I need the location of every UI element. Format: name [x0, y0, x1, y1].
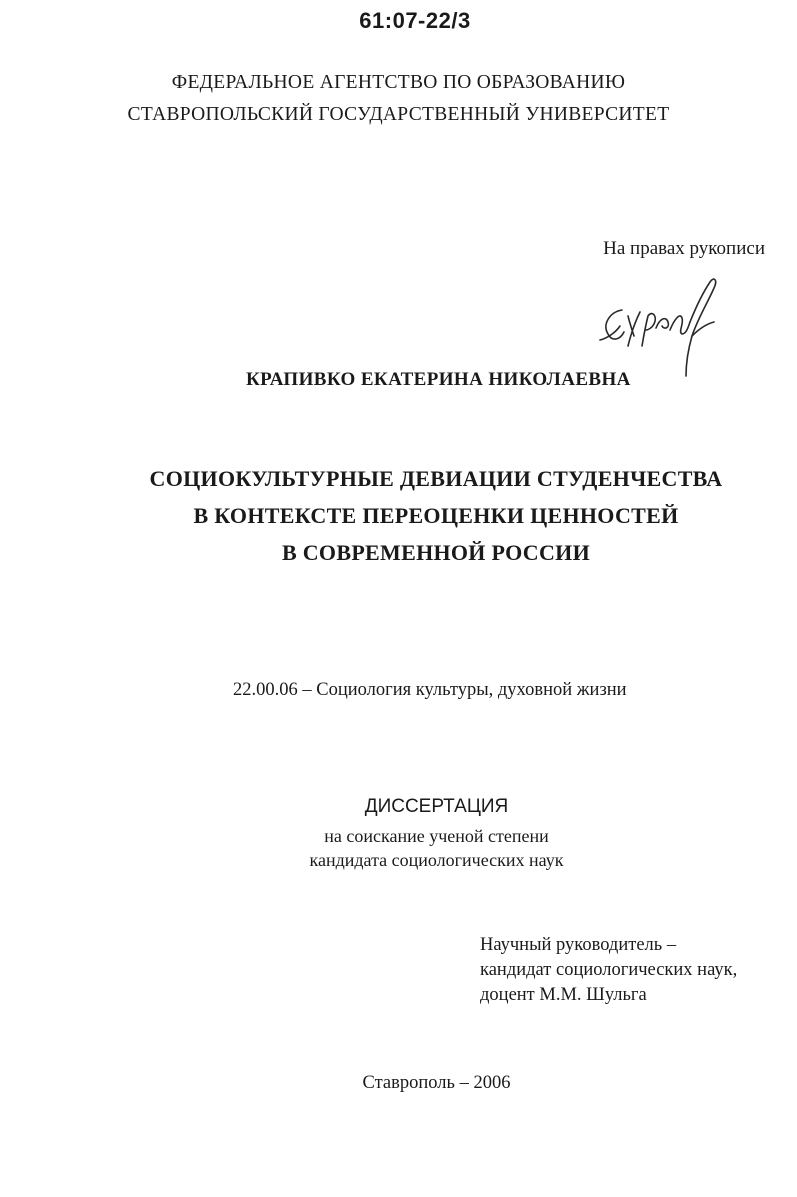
agency-name: ФЕДЕРАЛЬНОЕ АГЕНТСТВО ПО ОБРАЗОВАНИЮ [171, 72, 626, 93]
supervisor-line: Научный руководитель – [480, 935, 677, 955]
dissertation-title-line: В КОНТЕКСТЕ ПЕРЕОЦЕНКИ ЦЕННОСТЕЙ [193, 503, 679, 528]
author-name: КРАПИВКО ЕКАТЕРИНА НИКОЛАЕВНА [246, 369, 631, 390]
degree-line: кандидата социологических наук [309, 850, 564, 870]
specialty-code: 22.00.06 – Социология культуры, духовной жизни [233, 680, 627, 700]
university-name: СТАВРОПОЛЬСКИЙ ГОСУДАРСТВЕННЫЙ УНИВЕРСИТЕТ [127, 104, 670, 125]
degree-line: на соискание ученой степени [324, 826, 549, 846]
dissertation-title-line: В СОВРЕМЕННОЙ РОССИИ [281, 540, 591, 565]
signature-icon [590, 272, 730, 382]
manuscript-note: На правах рукописи [603, 238, 765, 259]
supervisor-line: кандидат социологических наук, [480, 960, 738, 980]
city-year: Ставрополь – 2006 [362, 1073, 511, 1093]
catalog-code: 61:07-22/3 [359, 8, 471, 33]
dissertation-title-line: СОЦИОКУЛЬТУРНЫЕ ДЕВИАЦИИ СТУДЕНЧЕСТВА [149, 466, 723, 491]
supervisor-line: доцент М.М. Шульга [480, 985, 647, 1005]
document-type: ДИССЕРТАЦИЯ [364, 796, 509, 817]
